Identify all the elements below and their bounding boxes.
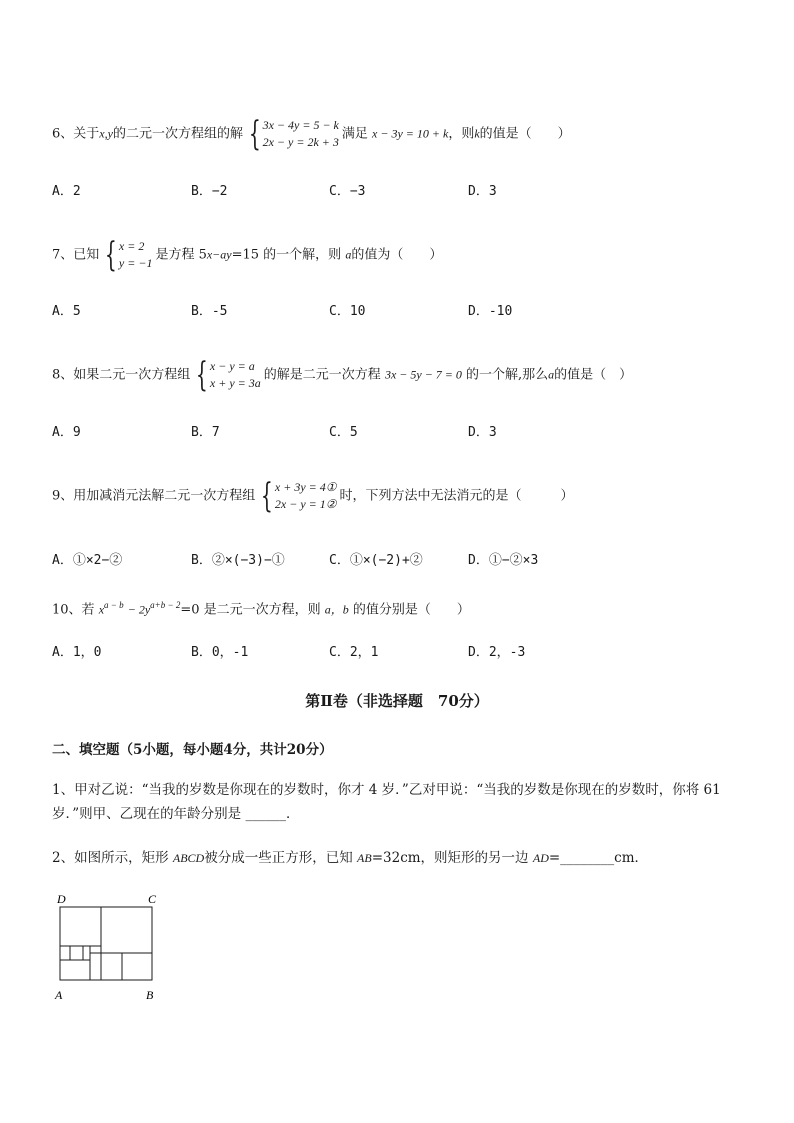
f2-value: =32cm，则矩形的另一边 xyxy=(371,850,529,866)
q8-eq1: x − y = a xyxy=(209,359,255,373)
question-7 xyxy=(52,235,443,275)
q6-suffix1: ，则 xyxy=(448,126,475,142)
q6-option-b: B．−2 xyxy=(191,184,228,199)
q7-option-d: D．-10 xyxy=(468,304,513,319)
q6-option-d: D．3 xyxy=(468,184,497,199)
q6-prefix: 6、关于 xyxy=(52,126,100,142)
q9-system: { x + 3y = 4① 2x − y = 1② xyxy=(261,476,337,516)
q7-eq2: y = −1 xyxy=(118,256,153,270)
label-b: B xyxy=(146,988,154,1002)
question-8 xyxy=(52,355,633,395)
q8-a: a xyxy=(548,367,555,382)
q7-rest: =15 的一个解，则 xyxy=(231,247,342,263)
rectangle-figure xyxy=(52,890,172,1014)
q6-middle: 的二元一次方程组的解 xyxy=(112,126,243,142)
q6-system: { 3x − 4y = 5 − k 2x − y = 2k + 3 xyxy=(248,114,339,154)
q8-option-a: A．9 xyxy=(52,425,81,440)
q10-ab: a，b xyxy=(324,602,349,617)
q8-prefix: 8、如果二元一次方程组 xyxy=(52,367,191,383)
q9-eq1: x + 3y = 4① xyxy=(274,480,337,494)
q7-option-c: C．10 xyxy=(329,304,366,319)
section-2-title: 第Ⅱ卷（非选择题 70分） xyxy=(305,692,489,710)
q10-prefix: 10、若 xyxy=(52,602,95,618)
q9-suffix: 时，下列方法中无法消元的是（ ） xyxy=(339,488,574,504)
q10-x: x xyxy=(98,602,105,617)
q9-option-b: B．②×(−3)−① xyxy=(191,553,285,568)
q10-exponent-2: a+b − 2 xyxy=(150,600,181,610)
q10-suffix: 的值分别是（ ） xyxy=(352,602,470,618)
f2-middle: 被分成一些正方形，已知 xyxy=(204,850,353,866)
q8-suffix2: 的值是（ ） xyxy=(554,367,633,383)
rectangle-squares-diagram xyxy=(52,890,172,1010)
q9-eq2: 2x − y = 1② xyxy=(274,497,337,511)
q7-system: { x = 2 y = −1 xyxy=(105,235,153,275)
q8-option-b: B．7 xyxy=(191,425,220,440)
fill-blank-heading: 二、填空题（5小题，每小题4分，共计20分） xyxy=(52,742,333,758)
q10-option-a: A．1，0 xyxy=(52,645,102,660)
q6-satisfy: 满足 xyxy=(341,126,368,142)
q9-option-c: C．①×(−2)+② xyxy=(329,553,423,568)
q8-middle: 的解是二元一次方程 xyxy=(263,367,381,383)
q6-option-a: A．2 xyxy=(52,184,81,199)
q7-a: a xyxy=(345,247,352,262)
outer-rectangle xyxy=(60,907,152,980)
f2-ad: AD xyxy=(532,851,549,865)
label-d: D xyxy=(57,892,66,906)
f2-prefix: 2、如图所示，矩形 xyxy=(52,850,169,866)
q10-rest: =0 是二元一次方程，则 xyxy=(180,602,321,618)
label-a: A xyxy=(55,988,63,1002)
q7-expr: x−ay xyxy=(206,247,232,262)
fill-question-2 xyxy=(52,846,742,870)
label-c: C xyxy=(148,892,157,906)
q8-option-d: D．3 xyxy=(468,425,497,440)
q9-prefix: 9、用加减消元法解二元一次方程组 xyxy=(52,488,256,504)
q10-mid: − 2y xyxy=(127,602,151,617)
question-6 xyxy=(52,114,571,154)
question-10 xyxy=(52,596,470,619)
q6-option-c: C．−3 xyxy=(329,184,366,199)
q8-condition: 3x − 5y − 7 = 0 xyxy=(384,367,462,382)
q10-option-b: B．0，-1 xyxy=(191,645,249,660)
f2-abcd: ABCD xyxy=(172,851,205,865)
q9-option-a: A．①×2−② xyxy=(52,553,123,568)
q6-k: k xyxy=(474,126,480,141)
q7-eq1: x = 2 xyxy=(118,239,145,253)
q9-option-d: D．①−②×3 xyxy=(468,553,539,568)
f2-suffix: =________cm． xyxy=(548,850,649,866)
q10-exponent-1: a − b xyxy=(104,600,124,610)
q10-option-d: D．2，-3 xyxy=(468,645,526,660)
q6-vars: x,y xyxy=(99,126,113,141)
q7-option-b: B．-5 xyxy=(191,304,228,319)
q8-option-c: C．5 xyxy=(329,425,358,440)
q6-condition: x − 3y = 10 + k xyxy=(372,126,449,141)
f2-ab: AB xyxy=(357,851,372,865)
q7-option-a: A．5 xyxy=(52,304,81,319)
question-9 xyxy=(52,476,574,516)
q8-suffix1: 的一个解,那么 xyxy=(466,367,549,383)
q6-eq1: 3x − 4y = 5 − k xyxy=(262,118,339,132)
fill-question-1: 1、甲对乙说：“当我的岁数是你现在的岁数时，你才 4 岁．”乙对甲说：“当我的岁数是你现在的岁数时，你将 61 岁．”则甲、乙现在的年龄分别是 ______． xyxy=(52,782,721,822)
q6-suffix2: 的值是（ ） xyxy=(479,126,571,142)
q7-prefix: 7、已知 xyxy=(52,247,100,263)
q8-system: { x − y = a x + y = 3a xyxy=(196,355,261,395)
q7-suffix: 的值为（ ） xyxy=(351,247,443,263)
q7-middle: 是方程 5 xyxy=(155,247,207,263)
q10-option-c: C．2，1 xyxy=(329,645,379,660)
q8-eq2: x + y = 3a xyxy=(209,376,261,390)
q6-eq2: 2x − y = 2k + 3 xyxy=(262,135,339,149)
